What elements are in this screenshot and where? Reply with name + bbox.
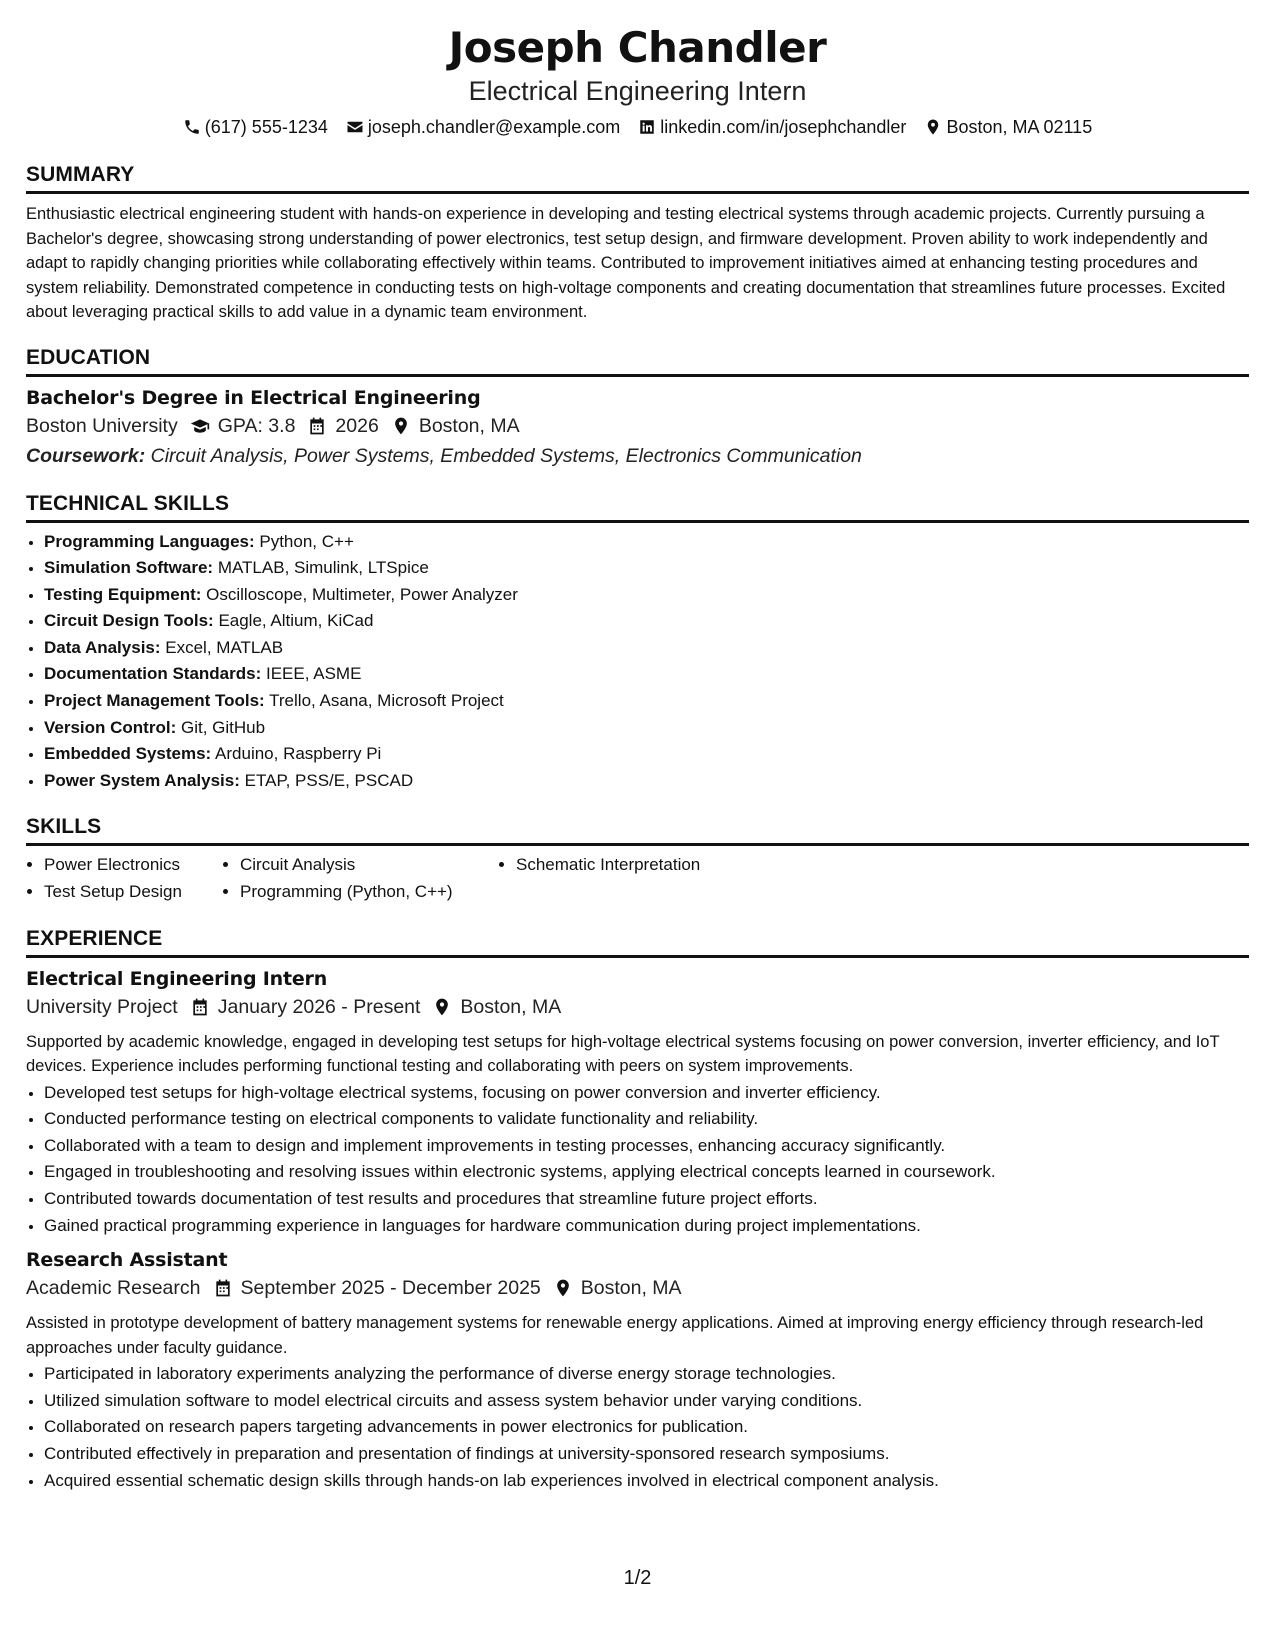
- list-item: • Collaborated with a team to design and implement improvements in testing processes, enhancing accuracy significantly.: [44, 1133, 1249, 1160]
- skill-values: Eagle, Altium, KiCad: [218, 611, 374, 631]
- list-item: • Participated in laboratory experiments analyzing the performance of diverse energy storage technologies.: [44, 1361, 1249, 1388]
- skills-grid: [26, 852, 1249, 905]
- graduation-cap-icon: [190, 416, 210, 436]
- map-pin-icon: [553, 1278, 573, 1298]
- list-item: • Conducted performance testing on electrical components to validate functionality and reliability.: [44, 1106, 1249, 1133]
- job-meta: [26, 1273, 1249, 1303]
- job-dates: January 2026 - Present: [217, 995, 421, 1018]
- education-meta: [26, 411, 1249, 441]
- skill-values: Trello, Asana, Microsoft Project: [269, 691, 504, 711]
- job-dates: September 2025 - December 2025: [240, 1277, 541, 1300]
- skill-category: Embedded Systems:: [44, 744, 212, 764]
- experience-heading: EXPERIENCE: [26, 924, 1249, 958]
- skill-category: Version Control:: [44, 717, 177, 737]
- list-item: [44, 715, 1249, 742]
- list-item: Circuit Analysis: [240, 855, 356, 875]
- coursework-label: Coursework:: [26, 444, 146, 467]
- summary-heading: SUMMARY: [26, 160, 1249, 194]
- experience-entry: [26, 1247, 1249, 1494]
- list-item: [44, 741, 1249, 768]
- graduation-year: 2026: [335, 414, 379, 437]
- calendar-icon: [307, 416, 327, 436]
- skill-values: MATLAB, Simulink, LTSpice: [217, 558, 429, 578]
- list-item: [44, 608, 1249, 635]
- organization: Academic Research: [26, 1277, 201, 1300]
- organization: University Project: [26, 995, 178, 1018]
- job-bullets: [26, 1361, 1249, 1494]
- skills-heading: SKILLS: [26, 812, 1249, 846]
- education-heading: EDUCATION: [26, 343, 1249, 377]
- map-pin-icon: [924, 118, 942, 136]
- contact-location: [924, 112, 1092, 142]
- skill-values: Arduino, Raspberry Pi: [215, 744, 382, 764]
- job-bullets: [26, 1080, 1249, 1240]
- degree-title: Bachelor's Degree in Electrical Engineering: [26, 386, 481, 409]
- skill-category: Circuit Design Tools:: [44, 611, 214, 631]
- contact-email[interactable]: [346, 112, 620, 142]
- job-location: Boston, MA: [460, 995, 562, 1018]
- list-item: • Developed test setups for high-voltage electrical systems, focusing on power conversion and inverter efficiency.: [44, 1080, 1249, 1107]
- list-item: [44, 635, 1249, 662]
- list-item: [44, 555, 1249, 582]
- list-item: • Collaborated on research papers targeting advancements in power electronics for publication.: [44, 1414, 1249, 1441]
- list-item: • Acquired essential schematic design skills through hands-on lab experiences involved in electrical component analysis.: [44, 1468, 1249, 1495]
- skill-values: Oscilloscope, Multimeter, Power Analyzer: [206, 584, 518, 604]
- phone-icon: [183, 118, 201, 136]
- email-text: joseph.chandler@example.com: [367, 117, 621, 137]
- job-description: Supported by academic knowledge, engaged in developing test setups for high-voltage electrical systems focusing on power conversion, inverter efficiency, and IoT devices. Experience includes performing functional testing and collaborating with peers on system improvements.: [26, 1032, 1220, 1076]
- calendar-icon: [213, 1278, 233, 1298]
- education-section: [26, 343, 1249, 471]
- education-location: Boston, MA: [418, 414, 520, 437]
- job-location: Boston, MA: [580, 1277, 682, 1300]
- school-name: Boston University: [26, 414, 178, 437]
- skill-category: Testing Equipment:: [44, 584, 202, 604]
- list-item: Power Electronics: [44, 855, 181, 875]
- skill-category: Programming Languages:: [44, 531, 255, 551]
- technical-skills-list: [26, 529, 1249, 795]
- linkedin-icon: [638, 118, 656, 136]
- page-number: 1/2: [623, 1567, 652, 1589]
- list-item: [44, 529, 1249, 556]
- list-item: Programming (Python, C++): [240, 882, 453, 902]
- skill-category: Documentation Standards:: [44, 664, 262, 684]
- skill-category: Data Analysis:: [44, 637, 161, 657]
- list-item: [44, 661, 1249, 688]
- list-item: [44, 768, 1249, 795]
- skill-values: Excel, MATLAB: [165, 637, 284, 657]
- job-title: Research Assistant: [26, 1249, 228, 1272]
- coursework-list: Circuit Analysis, Power Systems, Embedded Systems, Electronics Communication: [150, 444, 862, 467]
- skill-values: IEEE, ASME: [265, 664, 362, 684]
- list-item: • Contributed towards documentation of test results and procedures that streamline future project efforts.: [44, 1186, 1249, 1213]
- list-item: [44, 688, 1249, 715]
- skill-category: Power System Analysis:: [44, 770, 240, 790]
- technical-skills-section: [26, 489, 1249, 795]
- list-item: Schematic Interpretation: [516, 855, 701, 875]
- list-item: [44, 582, 1249, 609]
- summary-section: [26, 160, 1249, 325]
- list-item: Test Setup Design: [44, 882, 182, 902]
- experience-section: [26, 924, 1249, 1495]
- candidate-title: Electrical Engineering Intern: [468, 76, 807, 106]
- gpa-value: GPA: 3.8: [217, 414, 296, 437]
- list-item: • Contributed effectively in preparation and presentation of findings at university-sponsored research symposiums.: [44, 1441, 1249, 1468]
- contact-phone[interactable]: [183, 112, 328, 142]
- job-description: Assisted in prototype development of battery management systems for renewable energy applications. Aimed at improving energy efficiency through research-led approaches under faculty guidance.: [26, 1314, 1204, 1357]
- technical-skills-heading: TECHNICAL SKILLS: [26, 489, 1249, 523]
- candidate-name: Joseph Chandler: [448, 23, 827, 72]
- skill-values: ETAP, PSS/E, PSCAD: [244, 770, 414, 790]
- coursework-line: [26, 441, 1249, 471]
- experience-entry: [26, 966, 1249, 1240]
- calendar-icon: [190, 997, 210, 1017]
- list-item: • Utilized simulation software to model electrical circuits and assess system behavior under varying conditions.: [44, 1388, 1249, 1415]
- contact-bar: [26, 112, 1249, 142]
- map-pin-icon: [432, 997, 452, 1017]
- skill-values: Python, C++: [259, 531, 354, 551]
- list-item: • Gained practical programming experience in languages for hardware communication during project implementations.: [44, 1213, 1249, 1240]
- skill-category: Project Management Tools:: [44, 691, 265, 711]
- skills-section: [26, 812, 1249, 905]
- contact-linkedin[interactable]: [638, 112, 906, 142]
- list-item: • Engaged in troubleshooting and resolving issues within electronic systems, applying electrical concepts learned in coursework.: [44, 1159, 1249, 1186]
- phone-text: (617) 555-1234: [204, 117, 328, 137]
- skill-category: Simulation Software:: [44, 558, 214, 578]
- job-title: Electrical Engineering Intern: [26, 967, 328, 990]
- summary-text: Enthusiastic electrical engineering student with hands-on experience in developing and testing electrical systems through academic projects. Currently pursuing a Bachelor's degree, showcasing strong understanding of power electronics, test setup design, and firmware development. Proven ability to work independently and adapt to rapidly changing priorities while collaborating effectively within teams. Contributed to improvement initiatives aimed at enhancing testing procedures and system reliability. Demonstrated competence in conducting tests on high-voltage components and creating documentation that streamlines future processes. Excited about leveraging practical skills to add value in a dynamic team environment.: [26, 205, 1226, 321]
- job-meta: [26, 992, 1249, 1022]
- location-text: Boston, MA 02115: [946, 117, 1093, 137]
- envelope-icon: [346, 118, 364, 136]
- linkedin-text: linkedin.com/in/josephchandler: [660, 117, 907, 137]
- map-pin-icon: [391, 416, 411, 436]
- skill-values: Git, GitHub: [180, 717, 266, 737]
